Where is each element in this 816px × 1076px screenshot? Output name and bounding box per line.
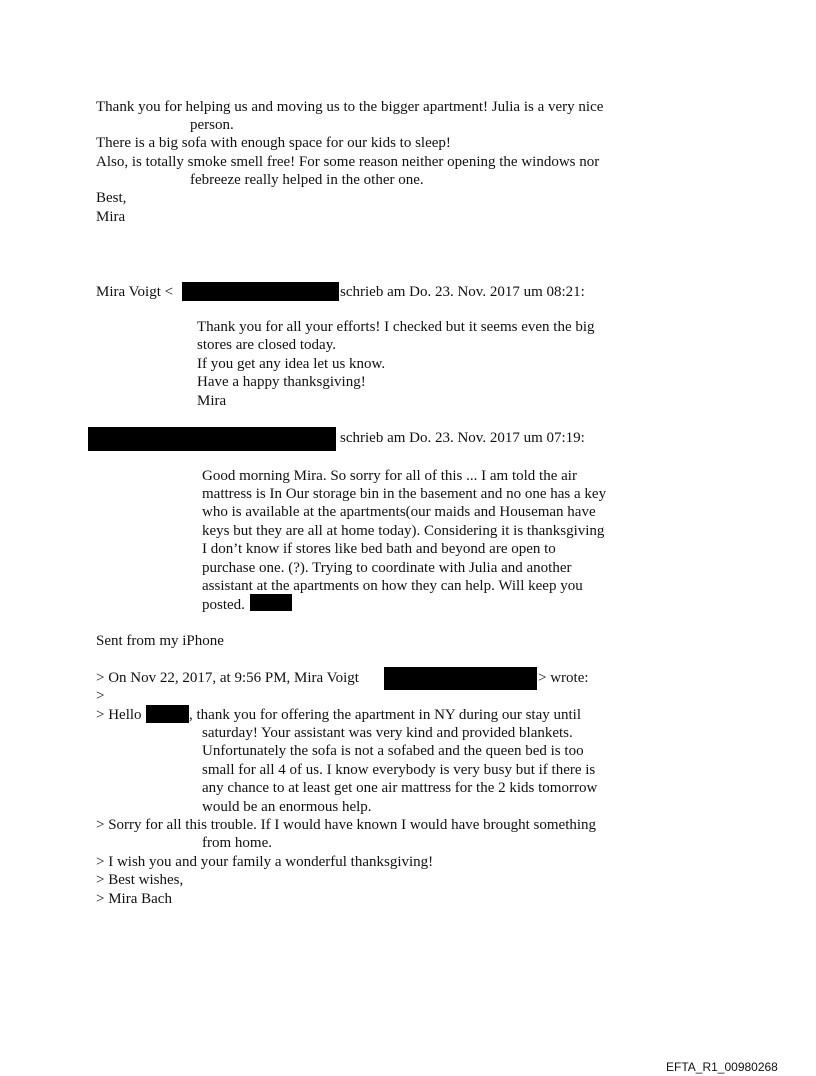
document-id: EFTA_R1_00980268 [666,1060,778,1074]
quoted-text: I don’t know if stores like bed bath and beyond are open to [202,541,556,557]
quoted-text: assistant at the apartments on how they can help. Will keep you [202,578,583,594]
quoted-text: stores are closed today. [197,337,336,353]
quoted-text: posted. [202,597,245,613]
quoted-text: would be an enormous help. [202,799,372,815]
quoted-greeting: > Hello [96,707,142,723]
message-text: person. [190,117,234,133]
quoted-text: saturday! Your assistant was very kind and provided blankets. [202,725,573,741]
reply-header-date: schrieb am Do. 23. Nov. 2017 um 07:19: [340,430,585,446]
message-text: Also, is totally smoke smell free! For some reason neither opening the windows nor [96,154,600,170]
redaction-bar [146,705,189,723]
message-text: There is a big sofa with enough space for our kids to sleep! [96,135,451,151]
quoted-text: from home. [202,835,272,851]
quoted-text: Good morning Mira. So sorry for all of this ... I am told the air [202,468,577,484]
quoted-text: If you get any idea let us know. [197,356,386,372]
quoted-text: small for all 4 of us. I know everybody is very busy but if there is [202,762,596,778]
quoted-text: > I wish you and your family a wonderful thanksgiving! [96,854,434,870]
quoted-text: Thank you for all your efforts! I checked but it seems even the big [197,319,595,335]
closing-text: Best, [96,190,127,206]
redaction-bar [88,427,336,451]
quoted-text: who is available at the apartments(our maids and Houseman have [202,504,596,520]
quoted-text: mattress is In Our storage bin in the basement and no one has a key [202,486,607,502]
quote-marker: > [96,688,105,704]
quoted-header-wrote: > wrote: [538,670,589,686]
quoted-text: Have a happy thanksgiving! [197,374,366,390]
redaction-bar [250,594,292,611]
quoted-text: Unfortunately the sofa is not a sofabed and the queen bed is too [202,743,584,759]
quoted-closing: > Best wishes, [96,872,184,888]
sender-name: Mira [96,209,126,225]
quoted-text: Mira [197,393,227,409]
quoted-text: , thank you for offering the apartment in NY during our stay until [189,707,581,723]
email-signature: Sent from my iPhone [96,633,224,649]
quoted-text: > Sorry for all this trouble. If I would have known I would have brought something [96,817,597,833]
quoted-text: any chance to at least get one air mattress for the 2 kids tomorrow [202,780,598,796]
reply-header-date: schrieb am Do. 23. Nov. 2017 um 08:21: [340,284,585,300]
quoted-text: purchase one. (?). Trying to coordinate with Julia and another [202,560,572,576]
quoted-header: > On Nov 22, 2017, at 9:56 PM, Mira Voigt [96,670,359,686]
quoted-text: keys but they are all at home today). Considering it is thanksgiving [202,523,605,539]
reply-header-sender: Mira Voigt < [96,284,174,300]
redaction-bar [182,282,339,301]
quoted-sender-name: > Mira Bach [96,891,172,907]
message-text: febreeze really helped in the other one. [190,172,424,188]
message-text: Thank you for helping us and moving us to the bigger apartment! Julia is a very nice [96,99,604,115]
redaction-bar [384,667,537,690]
